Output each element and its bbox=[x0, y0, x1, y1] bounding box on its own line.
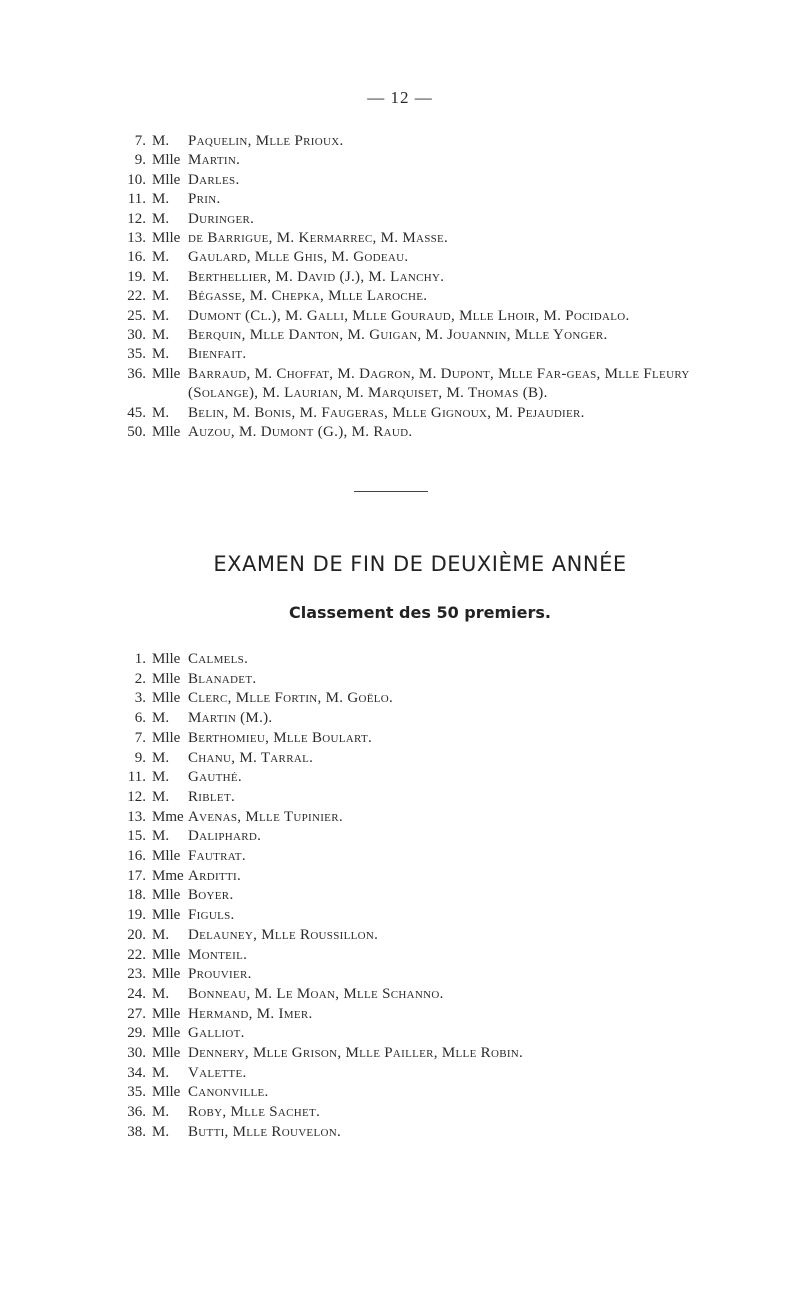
student-names: Dumont (Cl.), M. Galli, Mlle Gouraud, Mlle Lhoir, M. Pocidalo. bbox=[188, 307, 630, 324]
list-item bbox=[118, 151, 748, 170]
student-names: Monteil. bbox=[188, 946, 248, 963]
civility-title: M. bbox=[152, 926, 170, 943]
student-names: Valette. bbox=[188, 1064, 247, 1081]
civility-title: M. bbox=[152, 404, 170, 421]
student-names: Barraud, M. Choffat, M. Dagron, M. Dupont, Mlle Far-geas, Mlle Fleury (Solange), M. Laurian, M. Marquiset, M. Thomas (B). bbox=[188, 365, 690, 402]
rank-number: 45. bbox=[127, 404, 146, 421]
rank-number: 36. bbox=[127, 365, 146, 382]
student-names: de Barrigue, M. Kermarrec, M. Masse. bbox=[188, 230, 449, 247]
rank-number: 36. bbox=[127, 1104, 146, 1121]
civility-title: M. bbox=[152, 769, 170, 786]
rank-number: 18. bbox=[127, 887, 146, 904]
rank-number: 23. bbox=[127, 966, 146, 983]
rank-number: 16. bbox=[127, 249, 146, 266]
list-item bbox=[118, 670, 523, 690]
civility-title: Mlle bbox=[152, 152, 181, 169]
list-item bbox=[118, 808, 523, 828]
section-divider bbox=[354, 491, 428, 492]
student-names: Bienfait. bbox=[188, 346, 247, 363]
rank-number: 20. bbox=[127, 926, 146, 943]
civility-title: M. bbox=[152, 249, 170, 266]
list-item bbox=[118, 404, 748, 423]
list-item bbox=[118, 926, 523, 946]
exam-heading: EXAMEN DE FIN DE DEUXIÈME ANNÉE bbox=[213, 552, 627, 576]
student-names: Riblet. bbox=[188, 788, 236, 805]
rank-number: 2. bbox=[134, 670, 146, 687]
ranking-list-first bbox=[118, 132, 748, 443]
student-names: Bégasse, M. Chepka, Mlle Laroche. bbox=[188, 288, 428, 305]
rank-number: 27. bbox=[127, 1005, 146, 1022]
student-names: Auzou, M. Dumont (G.), M. Raud. bbox=[188, 424, 413, 441]
student-names: Arditti. bbox=[188, 867, 242, 884]
student-names: Blanadet. bbox=[188, 670, 257, 687]
rank-number: 13. bbox=[127, 808, 146, 825]
civility-title: M. bbox=[152, 327, 170, 344]
civility-title: Mme bbox=[152, 808, 184, 825]
list-item bbox=[118, 1123, 523, 1143]
student-names: Fautrat. bbox=[188, 848, 246, 865]
rank-number: 12. bbox=[127, 210, 146, 227]
civility-title: M. bbox=[152, 268, 170, 285]
list-item bbox=[118, 365, 748, 404]
list-item bbox=[118, 729, 523, 749]
list-item bbox=[118, 946, 523, 966]
rank-number: 12. bbox=[127, 788, 146, 805]
rank-number: 19. bbox=[127, 907, 146, 924]
student-names: Calmels. bbox=[188, 651, 249, 667]
civility-title: M. bbox=[152, 788, 170, 805]
list-item bbox=[118, 171, 748, 190]
list-item bbox=[118, 709, 523, 729]
civility-title: M. bbox=[152, 210, 170, 227]
list-item bbox=[118, 906, 523, 926]
rank-number: 50. bbox=[127, 424, 146, 441]
civility-title: Mlle bbox=[152, 651, 181, 667]
rank-number: 7. bbox=[134, 729, 146, 746]
rank-number: 35. bbox=[127, 1084, 146, 1101]
rank-number: 11. bbox=[127, 191, 146, 208]
list-item bbox=[118, 1103, 523, 1123]
student-names: Roby, Mlle Sachet. bbox=[188, 1104, 321, 1121]
civility-title: Mlle bbox=[152, 848, 181, 865]
civility-title: Mlle bbox=[152, 966, 181, 983]
student-names: Paquelin, Mlle Prioux. bbox=[188, 133, 344, 149]
civility-title: Mlle bbox=[152, 690, 181, 707]
list-item bbox=[118, 867, 523, 887]
civility-title: M. bbox=[152, 346, 170, 363]
rank-number: 22. bbox=[127, 946, 146, 963]
rank-number: 30. bbox=[127, 327, 146, 344]
list-item bbox=[118, 827, 523, 847]
student-names: Berthomieu, Mlle Boulart. bbox=[188, 729, 373, 746]
list-item bbox=[118, 132, 748, 151]
civility-title: Mlle bbox=[152, 365, 181, 382]
student-names: Martin (M.). bbox=[188, 710, 273, 727]
student-names: Dennery, Mlle Grison, Mlle Pailler, Mlle Robin. bbox=[188, 1045, 524, 1062]
rank-number: 11. bbox=[127, 769, 146, 786]
list-item bbox=[118, 1024, 523, 1044]
list-item bbox=[118, 985, 523, 1005]
student-names: Martin. bbox=[188, 152, 241, 169]
civility-title: Mlle bbox=[152, 729, 181, 746]
civility-title: Mlle bbox=[152, 907, 181, 924]
list-item bbox=[118, 1083, 523, 1103]
civility-title: Mlle bbox=[152, 171, 181, 188]
rank-number: 24. bbox=[127, 985, 146, 1002]
student-names: Figuls. bbox=[188, 907, 235, 924]
civility-title: Mlle bbox=[152, 1025, 181, 1042]
page-number: — 12 — bbox=[367, 88, 433, 107]
student-names: Gaulard, Mlle Ghis, M. Godeau. bbox=[188, 249, 409, 266]
student-names: Clerc, Mlle Fortin, M. Goëlo. bbox=[188, 690, 394, 707]
civility-title: Mlle bbox=[152, 1045, 181, 1062]
list-item bbox=[118, 287, 748, 306]
civility-title: M. bbox=[152, 1123, 170, 1140]
list-item bbox=[118, 307, 748, 326]
civility-title: M. bbox=[152, 133, 170, 149]
rank-number: 13. bbox=[127, 230, 146, 247]
student-names: Prin. bbox=[188, 191, 221, 208]
rank-number: 19. bbox=[127, 268, 146, 285]
student-names: Avenas, Mlle Tupinier. bbox=[188, 808, 343, 825]
list-item bbox=[118, 1005, 523, 1025]
civility-title: M. bbox=[152, 749, 170, 766]
list-item bbox=[118, 210, 748, 229]
rank-number: 30. bbox=[127, 1045, 146, 1062]
list-item bbox=[118, 326, 748, 345]
civility-title: M. bbox=[152, 288, 170, 305]
civility-title: M. bbox=[152, 1064, 170, 1081]
rank-number: 17. bbox=[127, 867, 146, 884]
student-names: Delauney, Mlle Roussillon. bbox=[188, 926, 379, 943]
student-names: Berthellier, M. David (J.), M. Lanchy. bbox=[188, 268, 445, 285]
civility-title: M. bbox=[152, 1104, 170, 1121]
list-item bbox=[118, 689, 523, 709]
list-item bbox=[118, 190, 748, 209]
rank-number: 15. bbox=[127, 828, 146, 845]
rank-number: 3. bbox=[134, 690, 146, 707]
list-item bbox=[118, 1064, 523, 1084]
list-item bbox=[118, 423, 748, 442]
ranking-list-second-year bbox=[118, 650, 523, 1143]
list-item bbox=[118, 965, 523, 985]
student-names: Butti, Mlle Rouvelon. bbox=[188, 1123, 342, 1140]
rank-number: 10. bbox=[127, 171, 146, 188]
exam-subheading: Classement des 50 premiers. bbox=[289, 603, 551, 622]
student-names: Darles. bbox=[188, 171, 240, 188]
student-names: Boyer. bbox=[188, 887, 234, 904]
civility-title: M. bbox=[152, 307, 170, 324]
civility-title: Mlle bbox=[152, 670, 181, 687]
list-item bbox=[118, 768, 523, 788]
student-names: Daliphard. bbox=[188, 828, 262, 845]
civility-title: M. bbox=[152, 985, 170, 1002]
list-item bbox=[118, 650, 523, 670]
rank-number: 6. bbox=[134, 710, 146, 727]
list-item bbox=[118, 1044, 523, 1064]
list-item bbox=[118, 248, 748, 267]
civility-title: Mlle bbox=[152, 1005, 181, 1022]
list-item bbox=[118, 886, 523, 906]
student-names: Gauthé. bbox=[188, 769, 242, 786]
list-item bbox=[118, 788, 523, 808]
rank-number: 25. bbox=[127, 307, 146, 324]
student-names: Hermand, M. Imer. bbox=[188, 1005, 313, 1022]
student-names: Galliot. bbox=[188, 1025, 245, 1042]
rank-number: 38. bbox=[127, 1123, 146, 1140]
civility-title: M. bbox=[152, 710, 170, 727]
rank-number: 9. bbox=[134, 749, 146, 766]
civility-title: M. bbox=[152, 191, 170, 208]
rank-number: 22. bbox=[127, 288, 146, 305]
rank-number: 16. bbox=[127, 848, 146, 865]
rank-number: 35. bbox=[127, 346, 146, 363]
student-names: Chanu, M. Tarral. bbox=[188, 749, 314, 766]
list-item bbox=[118, 847, 523, 867]
list-item bbox=[118, 749, 523, 769]
civility-title: Mlle bbox=[152, 887, 181, 904]
civility-title: Mme bbox=[152, 867, 184, 884]
rank-number: 1. bbox=[134, 651, 146, 667]
civility-title: M. bbox=[152, 828, 170, 845]
rank-number: 29. bbox=[127, 1025, 146, 1042]
list-item bbox=[118, 229, 748, 248]
student-names: Belin, M. Bonis, M. Faugeras, Mlle Gignoux, M. Pejaudier. bbox=[188, 404, 585, 421]
student-names: Canonville. bbox=[188, 1084, 269, 1101]
rank-number: 7. bbox=[134, 133, 146, 149]
student-names: Duringer. bbox=[188, 210, 255, 227]
rank-number: 34. bbox=[127, 1064, 146, 1081]
civility-title: Mlle bbox=[152, 1084, 181, 1101]
civility-title: Mlle bbox=[152, 424, 181, 441]
list-item bbox=[118, 268, 748, 287]
civility-title: Mlle bbox=[152, 230, 181, 247]
civility-title: Mlle bbox=[152, 946, 181, 963]
student-names: Prouvier. bbox=[188, 966, 252, 983]
student-names: Bonneau, M. Le Moan, Mlle Schanno. bbox=[188, 985, 444, 1002]
list-item bbox=[118, 345, 748, 364]
rank-number: 9. bbox=[134, 152, 146, 169]
student-names: Berquin, Mlle Danton, M. Guigan, M. Jouannin, Mlle Yonger. bbox=[188, 327, 608, 344]
